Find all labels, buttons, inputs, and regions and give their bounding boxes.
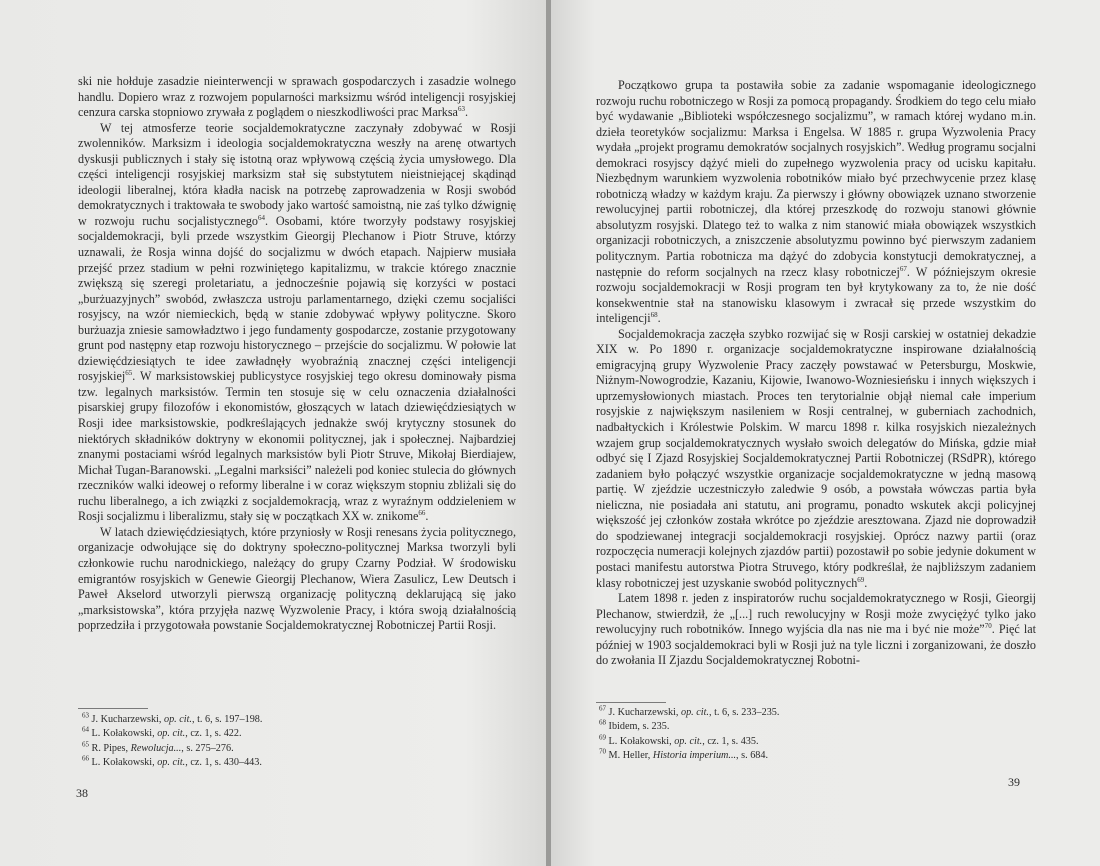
paragraph [78, 121, 516, 525]
footnote-italic: Rewolucja... [130, 742, 182, 754]
footnote-number: 64 [82, 726, 89, 735]
footnotes [82, 713, 512, 771]
footnote-text: , s. 684. [736, 750, 769, 762]
footnote [599, 720, 1029, 734]
text-run: Początkowo grupa ta postawiła sobie za zadanie wspomaganie ideologicznego rozwoju ruchu robotniczego w Rosji za pomocą propagandy. Środkiem do tego celu miało być wydawanie „Biblioteki współczesnego socjalizmu”, w ramach której wydano m.in. dzieła teoretyków socjalizmu: Marksa i Engelsa. W 1885 r. grupa Wyzwolenia Pracy wydała „projekt programu demokratów socjalnych rosyjskich”. Według programu socjalni demokraci rosyjscy dążyć mieli do zupełnego wyzwolenia pracy od ucisku kapitału. Niezbędnym warunkiem wyzwolenia robotników miało być przechwycenie przez klasę robotniczą władzy w każdym kraju. Za pierwszy i główny obowiązek uznano stworzenie rewolucyjnej partii robotniczej, dla której przeszkodę do rozwoju stanowi głównie absolutyzm rosyjski. Dlatego też to walka z nim stanowić miała obowiązek wszystkich organizacji robotniczych, a zniszczenie absolutyzmu powinno być pierwszym zadaniem politycznym. Partia robotnicza ma dążyć do zdobycia konstytucji demokratycznej, a następnie do reform socjalnych na rzecz klasy robotniczej [596, 78, 1036, 279]
text-run: . [657, 311, 661, 326]
footnote-text: M. Heller, [608, 750, 653, 762]
footnote [82, 713, 512, 727]
footnote-number: 70 [599, 747, 606, 756]
footnote-reference: 70 [984, 622, 992, 631]
footnote [82, 742, 512, 756]
footnote-rule [596, 702, 666, 703]
footnote-number: 68 [599, 719, 606, 728]
text-run: Socjaldemokracja zaczęła szybko rozwijać się w Rosji carskiej w ostatniej dekadzie XIX w. Po 1890 r. organizacje socjaldemokratyczne inspirowane działalnością emigracyjną grupy Wyzwolenie Pracy zaczęły powstawać w Petersburgu, Moskwie, Niżnym-Nowogrodzie, Kazaniu, Kijowie, Iwanowo-Wozniesieńsku i innych większych i uprzemysłowionych miastach. Proces ten terytorialnie objął niemal całe imperium rosyjskie z największym nasileniem w Rosji centralnej, w guberniach zachodnich, nadbałtyckich i Królestwie Polskim. W marcu 1898 r. kilka rosyjskich niezależnych wzajem grup socjaldemokratycznych wysłało swoich delegatów do Mińska, gdzie miał odbyć się I Zjazd Rosyjskiej Socjaldemokratycznej Partii Robotniczej (RSdPR), którego zadaniem było połączyć wszystkie organizacje socjaldemokratyczne w jedną masową partię. W zjeździe uczestniczyło zaledwie 9 osób, a powstała wówczas partia była nieliczna, nie posiadała ani statutu, ani programu, ponadto wskutek akcji policyjnej większość jej członków została wkrótce po zjeździe aresztowana. Zjazd nie doprowadził do spodziewanej integracji socjaldemokracji rosyjskiej. Oprócz nazwy partii (oraz rozpoczęcia numeracji kolejnych zjazdów partii) pozostawił po sobie jedynie dokument w postaci manifestu autorstwa Piotra Struvego, który podkreślał, że najbliższym zadaniem klasy robotniczej jest uzyskanie swobód politycznych [596, 326, 1036, 590]
body-text [78, 74, 516, 634]
footnote-reference: 64 [257, 213, 265, 222]
footnote [599, 749, 1029, 763]
text-run: Latem 1898 r. jeden z inspiratorów ruchu socjaldemokratycznego w Rosji, Gieorgij Plechanow, stwierdził, że „[...] ruch rewolucyjny w Rosji może zwyciężyć tylko jako rewolucyjny ruch robotników. Innego wyjścia dla nas nie ma i być nie może” [596, 591, 1036, 637]
footnote-text: , t. 6, s. 197–198. [191, 714, 263, 725]
footnote-text: J. Kucharzewski, [608, 707, 681, 718]
footnote-italic: op. cit. [674, 735, 703, 747]
footnote-text: L. Kołakowski, [91, 728, 158, 740]
footnote-number: 65 [82, 740, 89, 749]
footnote-reference: 67 [899, 264, 907, 273]
footnote-number: 66 [82, 754, 89, 763]
footnote-text: , cz. 1, s. 435. [702, 735, 759, 747]
text-run: ski nie hołduje zasadzie nieinterwencji w sprawach gospodarczych i zasadzie wolnego handlu. Dopiero wraz z rozwojem popularności marksizmu wśród inteligencji rosyjskiej cenzura carska stopniowo zrywała z poglądem o nieszkodliwości prac Marksa [78, 74, 516, 120]
text-run: . [464, 105, 468, 120]
footnote-text: , t. 6, s. 233–235. [708, 707, 780, 718]
text-run: . [864, 575, 868, 590]
footnote-reference: 68 [650, 311, 658, 320]
footnote [82, 727, 512, 741]
footnote-italic: op. cit. [680, 707, 709, 718]
footnote-text: , s. 275–276. [181, 742, 234, 754]
text-run: . W marksistowskiej publicystyce rosyjskiej tego okresu dominowały pisma tzw. legalnych marksistów. Termin ten stosuje się w celu oznaczenia działalności pisarskiej grupy filozofów i ekonomistów, głoszących w latach dziewięćdziesiątych w Rosji idee marksistowskie, podkreślających jednakże swój krytyczny stosunek do niektórych składników doktryny w ekonomii politycznej, jak i społecznej. Najbardziej znanymi postaciami wśród legalnych marksistów byli Piotr Struve, Mikołaj Bierdiajew, Michał Tugan-Baranowski. „Legalni marksiści” należeli pod koniec stulecia do głównych rzeczników walki ideowej o reformy liberalne i w coraz większym stopniu zbliżali się do ruchu liberalnego, a ich związki z socjaldemokracją, wraz z wyraźnym oddzieleniem w Rosji socjalizmu i liberalizmu, stały się w początkach XX w. znikome [78, 369, 516, 524]
paragraph [596, 327, 1036, 591]
text-run: W tej atmosferze teorie socjaldemokratyczne zaczynały zdobywać w Rosji zwolenników. Marksizm i ideologia socjaldemokratyczna weszły na arenę otwartych dyskusji publicznych i stały się istotną oraz wpływową częścią życia umysłowego. Dla części inteligencji rosyjskiej marksizm stał się substytutem nieistniejącej skądinąd ideologii liberalnej, która kładła nacisk na potrzebę zaprowadzenia w Rosji swobód demokratycznych i traktowała te swobody jako wartość samoistną, nie zaś tylko dźwignię w rozwoju ruchu socjalistycznego [78, 120, 516, 228]
footnote-text: J. Kucharzewski, [91, 714, 164, 725]
footnote [599, 735, 1029, 749]
footnote-text: , cz. 1, s. 422. [185, 728, 242, 740]
text-run: . W późniejszym okresie rozwoju socjaldemokracji w Rosji program ten był krytykowany za to, że nie dość konsekwentnie stał na stanowisku klasowym i zwracał się przede wszystkim do inteligencji [596, 264, 1036, 326]
footnotes [599, 706, 1029, 764]
footnote-rule [78, 708, 148, 709]
footnote-reference: 63 [457, 105, 465, 114]
footnote [599, 706, 1029, 720]
footnote-text: , cz. 1, s. 430–443. [185, 757, 262, 769]
text-run: . [425, 509, 429, 524]
footnote-number: 63 [82, 711, 89, 720]
footnote-text: R. Pipes, [91, 742, 131, 754]
footnote-italic: op. cit. [157, 757, 186, 769]
footnote [82, 756, 512, 770]
footnote-reference: 65 [125, 369, 133, 378]
footnote-reference: 66 [418, 509, 426, 518]
paragraph [596, 591, 1036, 669]
right-page [551, 0, 1100, 866]
footnote-number: 69 [599, 733, 606, 742]
text-run: . Pięć lat później w 1903 socjaldemokraci byli w Rosji już na tyle liczni i zorganizowani, że doszło do zwołania II Zjazdu Socjaldemokratycznej Robotni- [596, 622, 1036, 668]
footnote-italic: op. cit. [163, 714, 192, 725]
footnote-text: L. Kołakowski, [608, 735, 675, 747]
footnote-reference: 69 [857, 575, 865, 584]
paragraph [596, 78, 1036, 327]
footnote-number: 67 [599, 704, 606, 713]
text-run: W latach dziewięćdziesiątych, które przyniosły w Rosji renesans życia politycznego, organizacje odwołujące się do doktryny społeczno-politycznej Marksa tworzyli byli członkowie ruchu narodnickiego, należący do grupy Czarny Podział. W środowisku emigrantów rosyjskich w Genewie Gieorgij Plechanow, Wiera Zasulicz, Lew Deutsch i Paweł Akselord utworzyli pierwszą organizację polityczną deklarującą się jako „marksistowska”, która przyjęła nazwę Wyzwolenie Pracy, i która swoją działalnością poprzedziła i przygotowała powstanie Socjaldemokratycznej Robotniczej Partii Rosji. [78, 524, 516, 633]
text-run: . Osobami, które tworzyły podstawy rosyjskiej socjaldemokracji, byli przede wszystkim Gieorgij Plechanow i Piotr Struve, którzy uznawali, że Rosja winna dojść do socjalizmu w dwóch etapach. Najpierw musiała przejść przez stadium w pełni rozwiniętego kapitalizmu, w trakcie którego znacznie zwiększą się szeregi proletariatu, a jednocześnie pojawią się korzyści w postaci „burżuazyjnych” swobód, zwłaszcza ustroju parlamentarnego, dzięki czemu socjaliści rosyjscy, na wzór niemieckich, będą w stanie zdobywać wpływy polityczne. Skoro burżuazja zniesie samowładztwo i jego fundamenty gospodarcze, zostanie przygotowany grunt pod następny etap rozwoju historycznego – przejście do socjalizmu. W połowie lat dziewięćdziesiątych te idee zawładnęły wyobraźnią znacznej części inteligencji rosyjskiej [78, 213, 516, 384]
page-number: 39 [1008, 775, 1020, 789]
paragraph [78, 74, 516, 121]
paragraph [78, 525, 516, 634]
footnote-italic: Historia imperium... [652, 750, 737, 762]
footnote-italic: op. cit. [157, 728, 186, 740]
footnote-text: Ibidem, s. 235. [608, 721, 670, 733]
footnote-text: L. Kołakowski, [91, 757, 158, 769]
body-text [596, 78, 1036, 669]
left-page [0, 0, 548, 866]
page-number: 38 [76, 786, 88, 800]
